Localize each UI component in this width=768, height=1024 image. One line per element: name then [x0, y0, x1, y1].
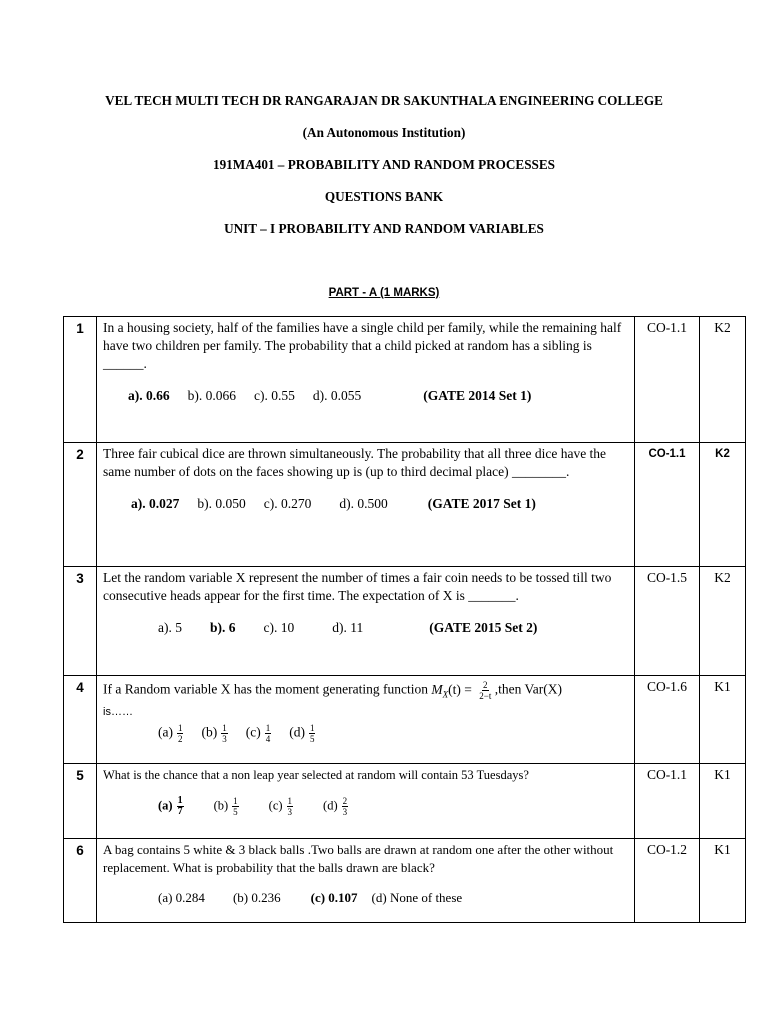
question-row — [64, 676, 746, 764]
course-outcome: CO-1.2 — [635, 839, 700, 923]
course-title: 191MA401 – PROBABILITY AND RANDOM PROCESSES — [212, 157, 556, 172]
option-a: a). 0.66 — [128, 388, 170, 403]
option-d: d). 0.500 — [339, 496, 388, 511]
course-outcome: CO-1.1 — [635, 764, 700, 839]
knowledge-level: K1 — [700, 839, 746, 923]
question-cell — [97, 676, 635, 764]
question-text: Three fair cubical dice are thrown simultaneously. The probability that all three dice have the same number of dots on the faces showing up is (up to third decimal place) ________. — [103, 446, 607, 479]
course-outcome: CO-1.5 — [635, 567, 700, 676]
option-c: c). 0.55 — [254, 388, 295, 403]
option-a: (a) $\frac{1}{7}$ — [158, 795, 183, 817]
option-b: (b) $\frac{1}{5}$ — [213, 796, 238, 817]
course-outcome: CO-1.1 — [635, 443, 700, 567]
question-text-after: ,then Var(X) — [494, 681, 562, 697]
question-text: Let the random variable X represent the number of times a fair coin needs to be tossed till two consecutive heads appear for the first time. The expectation of X is _______. — [103, 570, 612, 603]
unit-title: UNIT – I PROBABILITY AND RANDOM VARIABLES — [224, 221, 544, 236]
knowledge-level: K2 — [700, 443, 746, 567]
option-a: (a) $\frac{1}{2}$ — [158, 723, 183, 745]
option-c: c). 10 — [263, 620, 295, 635]
option-b: b). 0.050 — [197, 496, 246, 511]
question-cell — [97, 839, 635, 923]
option-a: (a) 0.284 — [158, 890, 205, 905]
question-table — [63, 316, 746, 923]
option-b: (b) $\frac{1}{3}$ — [201, 723, 227, 745]
option-d: d). 0.055 — [312, 388, 362, 403]
question-number: 2 — [64, 443, 97, 567]
knowledge-level: K1 — [700, 764, 746, 839]
option-d: d). 11 — [332, 620, 364, 635]
doc-type: QUESTIONS BANK — [324, 189, 444, 204]
question-source: (GATE 2014 Set 1) — [423, 388, 532, 403]
option-b: (b) 0.236 — [232, 890, 281, 905]
mgf-subscript: X — [442, 689, 449, 700]
question-row — [64, 443, 746, 567]
knowledge-level: K1 — [700, 676, 746, 764]
question-text: In a housing society, half of the families have a single child per family, while the remaining half have two children per family. The probability that a child picked at random has a sibling is ______. — [103, 320, 622, 371]
option-b: b). 6 — [210, 620, 236, 635]
question-text: If a Random variable X has the moment generating function — [103, 681, 429, 697]
question-row — [64, 567, 746, 676]
option-a: a). 5 — [158, 620, 182, 635]
question-text: What is the chance that a non leap year selected at random will contain 53 Tuesdays? — [103, 768, 529, 782]
part-heading: PART - A (1 MARKS) — [328, 287, 440, 299]
knowledge-level: K2 — [700, 317, 746, 443]
question-text-tail: is…… — [103, 706, 133, 719]
college-name: VEL TECH MULTI TECH DR RANGARAJAN DR SAKUNTHALA ENGINEERING COLLEGE — [105, 93, 663, 108]
fraction-numerator: 2 — [483, 680, 488, 690]
mgf-symbol: M — [431, 681, 443, 697]
question-number: 6 — [64, 839, 97, 923]
knowledge-level: K2 — [700, 567, 746, 676]
option-c: c). 0.270 — [263, 496, 312, 511]
question-number: 4 — [64, 676, 97, 764]
option-b: b). 0.066 — [187, 388, 236, 403]
question-cell — [97, 764, 635, 839]
option-d: (d) None of these — [371, 890, 463, 905]
question-number: 3 — [64, 567, 97, 676]
question-cell — [97, 443, 635, 567]
option-d: (d) $\frac{1}{5}$ — [289, 723, 315, 745]
mgf-expression — [431, 681, 472, 700]
question-number: 5 — [64, 764, 97, 839]
course-outcome: CO-1.1 — [635, 317, 700, 443]
mgf-argument: (t) = — [448, 681, 472, 697]
question-source: (GATE 2017 Set 1) — [427, 496, 536, 511]
question-cell — [97, 567, 635, 676]
question-row — [64, 839, 746, 923]
question-number: 1 — [64, 317, 97, 443]
option-a: a). 0.027 — [131, 496, 180, 511]
question-source: (GATE 2015 Set 2) — [429, 620, 538, 635]
option-c: (c) 0.107 — [310, 890, 358, 905]
question-text: A bag contains 5 white & 3 black balls .Two balls are drawn at random one after the other without replacement. What is probability that the balls drawn are black? — [103, 842, 614, 875]
option-c: (c) $\frac{1}{4}$ — [245, 723, 271, 745]
option-c: (c) $\frac{1}{3}$ — [268, 796, 293, 817]
question-row — [64, 317, 746, 443]
institution-type: (An Autonomous Institution) — [302, 125, 466, 140]
option-d: (d) $\frac{2}{3}$ — [323, 796, 348, 817]
fraction-denominator: 2−t — [479, 691, 492, 701]
question-cell — [97, 317, 635, 443]
course-outcome: CO-1.6 — [635, 676, 700, 764]
mgf-fraction — [479, 680, 491, 701]
question-row — [64, 764, 746, 839]
